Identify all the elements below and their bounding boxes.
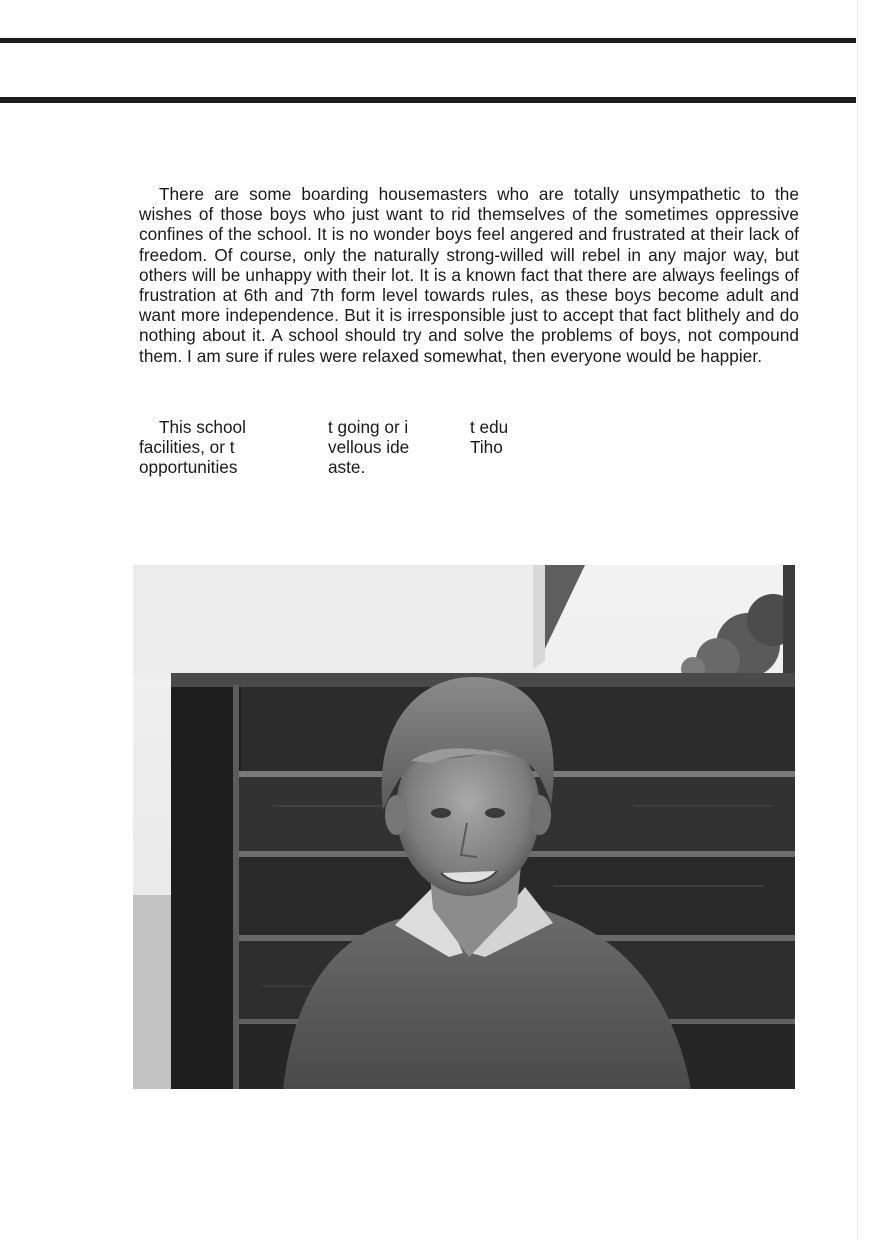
header-rule-bottom xyxy=(0,97,856,103)
fragment-column-3 xyxy=(470,417,508,457)
fragment-column-1 xyxy=(139,417,246,478)
header-rule-top xyxy=(0,38,856,43)
article-paragraph: There are some boarding housemasters who are totally unsympathetic to the wishes of those boys who just want to rid themselves of the sometimes oppressive confines of the school. It is no wonder boys feel angered and frustrated at their lack of freedom. Of course, only the naturally strong-willed will rebel in any major way, but others will be unhappy with their lot. It is a known fact that there are always feelings of frustration at 6th and 7th form level towards rules, as these boys become adult and want more independence. But it is irresponsible just to accept that fact blithely and do nothing about it. A school should try and solve the problems of boys, not compound them. I am sure if rules were relaxed somewhat, then everyone would be happier. xyxy=(139,184,799,366)
fragment-line: opportunities xyxy=(139,457,238,478)
page-edge xyxy=(857,0,858,1240)
torn-text-fragments xyxy=(139,417,559,481)
fragment-line: This school xyxy=(159,417,246,437)
portrait-photo xyxy=(133,565,795,1089)
fragment-line: t edu xyxy=(470,417,509,437)
fragment-line: aste. xyxy=(328,457,366,478)
fragment-line: t going or i xyxy=(328,417,409,437)
fragment-column-2 xyxy=(328,417,409,478)
fragment-line: vellous ide xyxy=(328,437,410,458)
fragment-line: Tiho xyxy=(470,437,503,458)
fragment-line: facilities, or t xyxy=(139,437,235,458)
portrait-photo-graphic xyxy=(133,565,795,1089)
article-body xyxy=(139,184,799,366)
